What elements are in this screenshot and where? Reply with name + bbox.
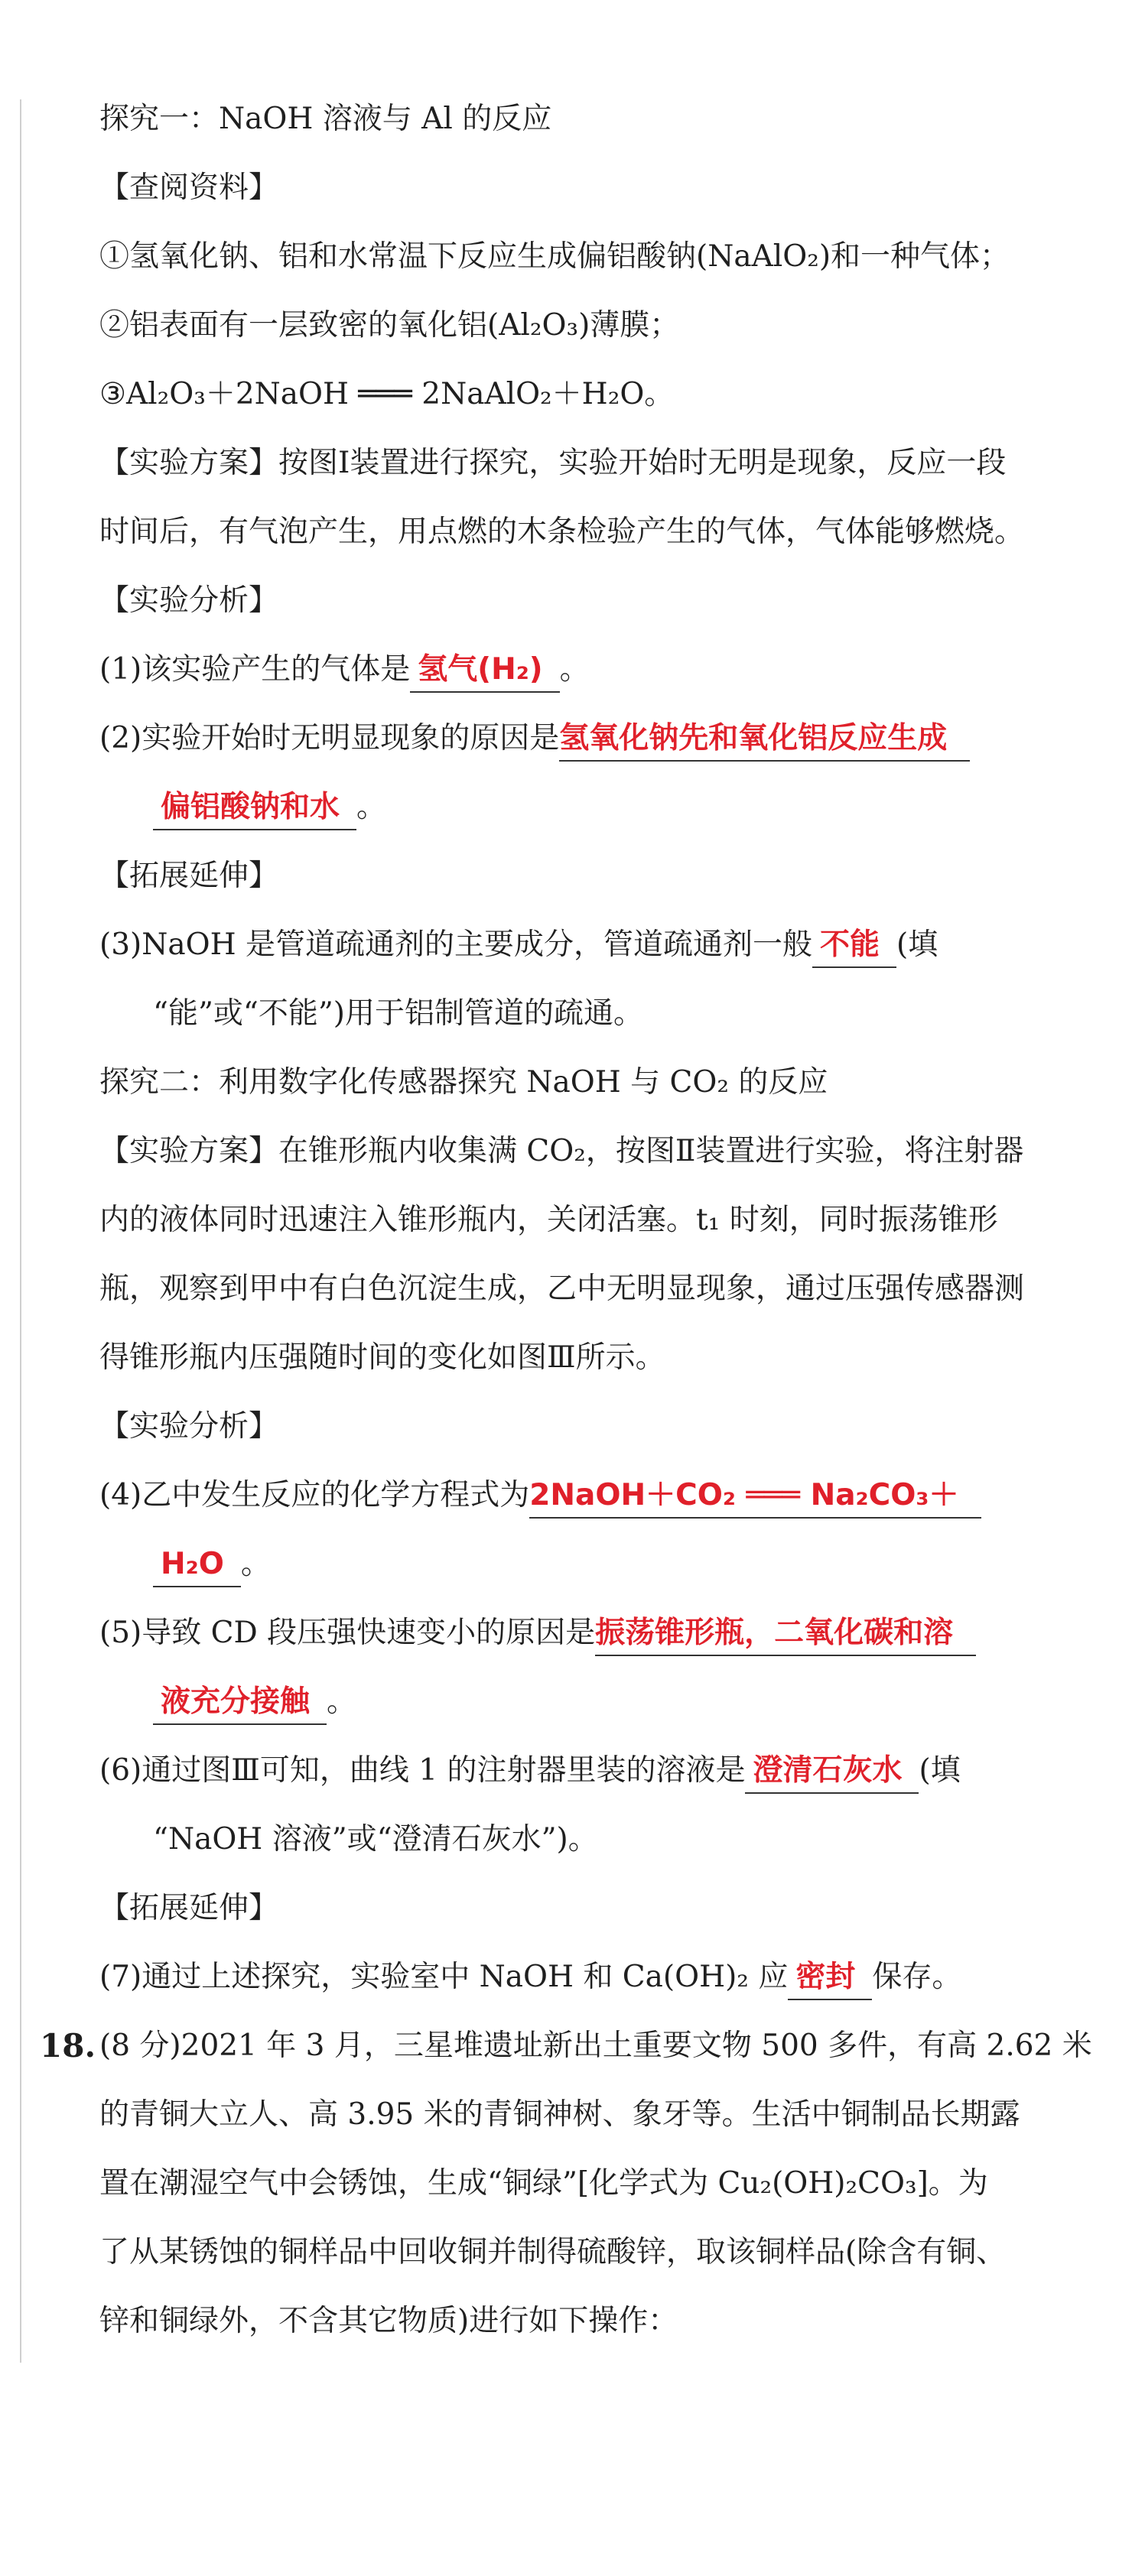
question-4	[99, 1474, 1122, 1519]
q4-answer-b: H₂O	[153, 1543, 241, 1587]
q18-line-1: (8 分)2021 年 3 月，三星堆遗址新出土重要文物 500 多件，有高 2.62 米	[99, 2029, 1092, 2063]
q18-line-2: 的青铜大立人、高 3.95 米的青铜神树、象牙等。生活中铜制品长期露	[99, 2097, 1020, 2132]
question-7	[99, 1956, 1122, 2000]
q7-text: (7)通过上述探究，实验室中 NaOH 和 Ca(OH)₂ 应	[99, 1960, 789, 1994]
plan2-line-1: 【实验方案】在锥形瓶内收集满 CO₂，按图Ⅱ装置进行实验，将注射器	[99, 1134, 1024, 1168]
plan1-line-2: 时间后，有气泡产生，用点燃的木条检验产生的气体，气体能够燃烧。	[99, 515, 1025, 549]
question-5	[99, 1612, 1122, 1656]
q5-end: 。	[327, 1684, 357, 1719]
question-2-cont	[153, 786, 1122, 830]
plan2-line-2: 内的液体同时迅速注入锥形瓶内，关闭活塞。t₁ 时刻，同时振荡锥形	[99, 1203, 998, 1237]
q1-end: 。	[559, 652, 590, 687]
ref-item-2: ②铝表面有一层致密的氧化铝(Al₂O₃)薄膜；	[99, 308, 680, 343]
q5-answer-b: 液充分接触	[153, 1681, 327, 1725]
margin-rule	[20, 99, 21, 2363]
analysis1-header: 【实验分析】	[99, 583, 279, 618]
q5-text: (5)导致 CD 段压强快速变小的原因是	[99, 1616, 596, 1650]
question-3	[99, 924, 1122, 968]
q5-answer-a: 振荡锥形瓶，二氧化碳和溶	[595, 1612, 976, 1656]
q7-answer: 密封	[788, 1956, 872, 2000]
plan2-line-4: 得锥形瓶内压强随时间的变化如图Ⅲ所示。	[99, 1340, 665, 1375]
q1-text: (1)该实验产生的气体是	[99, 652, 411, 687]
q6-answer: 澄清石灰水	[745, 1749, 919, 1794]
ext1-header: 【拓展延伸】	[99, 859, 279, 893]
q6-text: (6)通过图Ⅲ可知，曲线 1 的注射器里装的溶液是	[99, 1753, 746, 1788]
q2-answer-b: 偏铝酸钠和水	[153, 786, 356, 830]
q2-text: (2)实验开始时无明显现象的原因是	[99, 721, 560, 755]
q4-end: 。	[240, 1547, 271, 1581]
q1-answer: 氢气(H₂)	[410, 648, 559, 693]
q3-text: (3)NaOH 是管道疏通剂的主要成分，管道疏通剂一般	[99, 927, 813, 962]
q7-end: 保存。	[872, 1960, 962, 1994]
question-2	[99, 717, 1122, 762]
explore2-title: 探究二：利用数字化传感器探究 NaOH 与 CO₂ 的反应	[99, 1065, 828, 1100]
q18-line-3: 置在潮湿空气中会锈蚀，生成“铜绿”[化学式为 Cu₂(OH)₂CO₃]。为	[99, 2166, 988, 2201]
explore1-title: 探究一：NaOH 溶液与 Al 的反应	[99, 102, 552, 136]
q4-text: (4)乙中发生反应的化学方程式为	[99, 1478, 530, 1512]
question-4-cont	[153, 1543, 1122, 1587]
ext2-header: 【拓展延伸】	[99, 1891, 279, 1925]
ref-item-1: ①氢氧化钠、铝和水常温下反应生成偏铝酸钠(NaAlO₂)和一种气体；	[99, 239, 1010, 274]
ref-item-3: ③Al₂O₃＋2NaOH ═══ 2NaAlO₂＋H₂O。	[99, 377, 675, 411]
plan1-line-1: 【实验方案】按图Ⅰ装置进行探究，实验开始时无明是现象，反应一段	[99, 446, 1007, 480]
question-6	[99, 1749, 1122, 1794]
question-3-cont: “能”或“不能”)用于铝制管道的疏通。	[153, 996, 643, 1031]
question-5-cont	[153, 1681, 1122, 1725]
ref-header: 【查阅资料】	[99, 171, 279, 205]
q18-line-5: 锌和铜绿外，不含其它物质)进行如下操作：	[99, 2304, 678, 2338]
q4-answer-a: 2NaOH＋CO₂ ═══ Na₂CO₃＋	[529, 1474, 981, 1519]
question-1	[99, 648, 1122, 693]
q3-tail: (填	[896, 927, 938, 962]
q2-end: 。	[356, 790, 387, 824]
q2-answer-a: 氢氧化钠先和氧化铝反应生成	[559, 717, 970, 762]
question-18-number: 18.	[40, 2027, 96, 2064]
plan2-line-3: 瓶，观察到甲中有白色沉淀生成，乙中无明显现象，通过压强传感器测	[99, 1272, 1025, 1306]
question-6-cont: “NaOH 溶液”或“澄清石灰水”)。	[153, 1822, 598, 1856]
q18-line-4: 了从某锈蚀的铜样品中回收铜并制得硫酸锌，取该铜样品(除含有铜、	[99, 2235, 1007, 2269]
analysis2-header: 【实验分析】	[99, 1409, 279, 1444]
q3-answer: 不能	[812, 924, 896, 968]
q6-tail: (填	[919, 1753, 961, 1788]
